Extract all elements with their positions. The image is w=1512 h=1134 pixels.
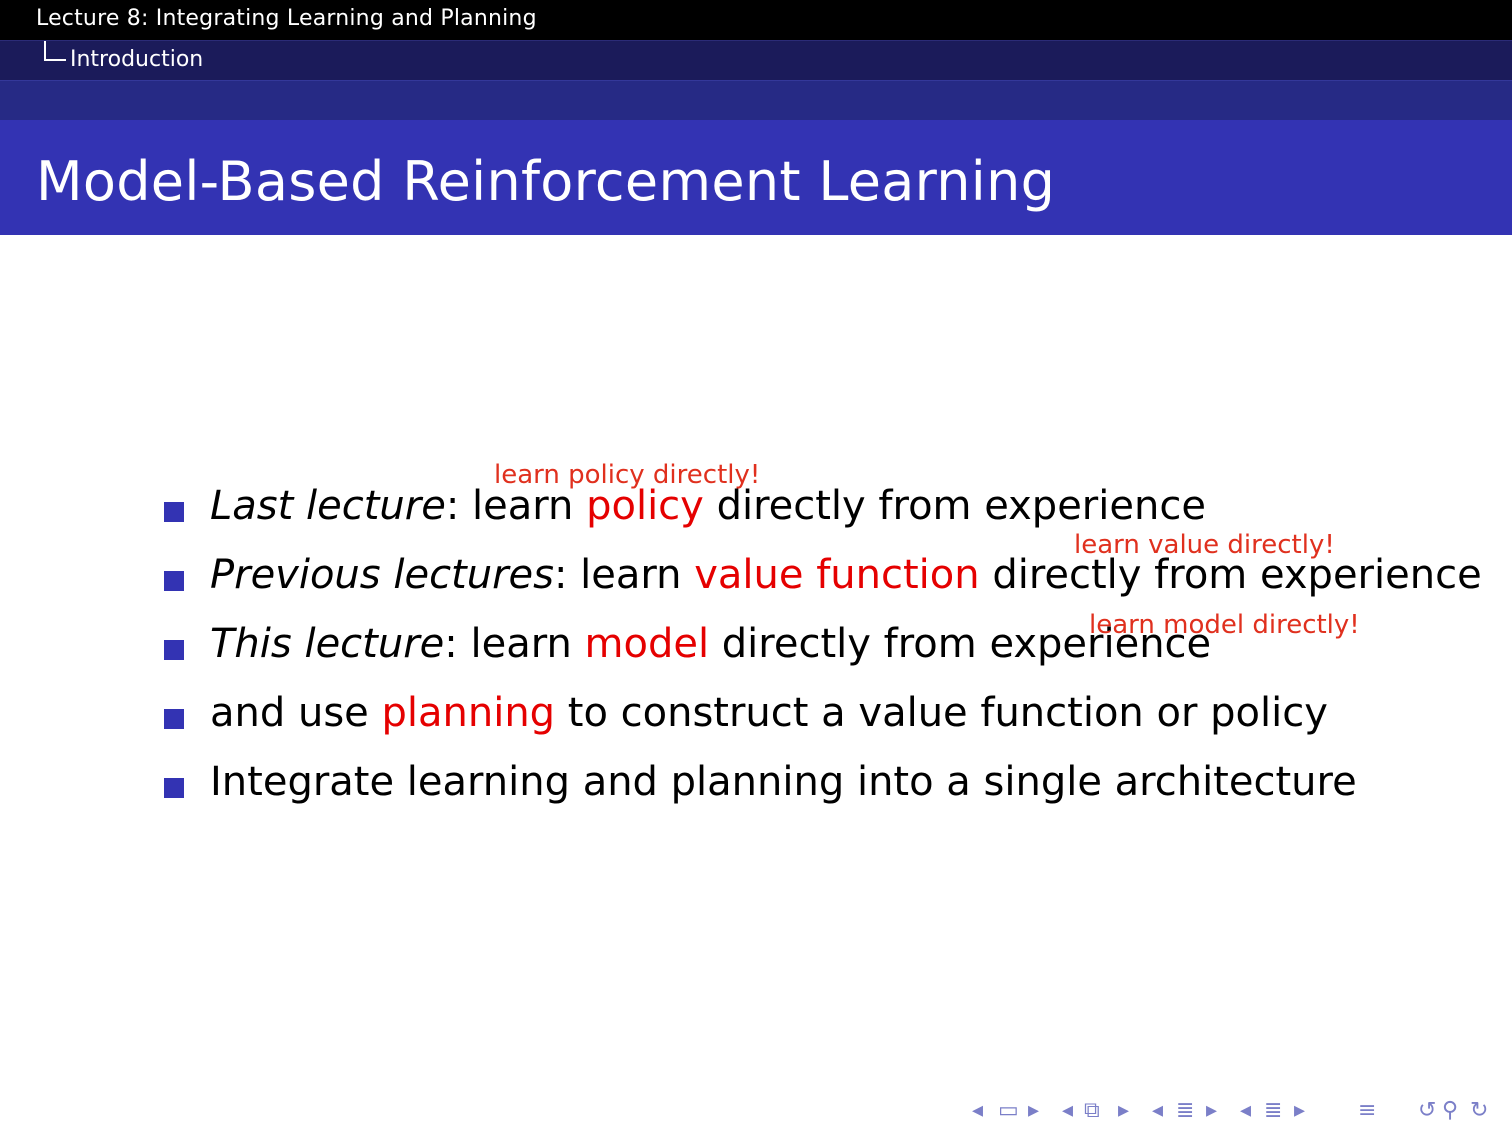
header-lecture-bar — [0, 0, 1512, 40]
slide-title-bar — [0, 120, 1512, 235]
section-icon[interactable]: ≣ — [1176, 1098, 1195, 1123]
bullet-text: Integrate learning and planning into a single architecture — [210, 759, 1357, 805]
bullet-post: directly from experience — [709, 621, 1212, 667]
highlight-word: policy — [586, 483, 704, 529]
bullet-post: to construct a value function or policy — [555, 690, 1328, 736]
align-icon[interactable]: ≡ — [1358, 1098, 1377, 1123]
section-next-icon[interactable]: ▸ — [1206, 1098, 1218, 1123]
bullet-square-icon — [164, 709, 184, 729]
annotation-model: learn model directly! — [1089, 610, 1360, 640]
section-title[interactable]: Introduction — [70, 47, 204, 72]
lecture-title[interactable]: Lecture 8: Integrating Learning and Planning — [36, 6, 537, 31]
bullet-post: directly from experience — [703, 483, 1206, 529]
bullet-sep: : — [553, 552, 568, 598]
bullet-lead: Previous lectures — [210, 552, 554, 598]
section-prev-icon[interactable]: ◂ — [1152, 1098, 1164, 1123]
subsection-icon[interactable]: ⧉ — [1084, 1098, 1100, 1123]
search-back-icon[interactable]: ↺ — [1418, 1098, 1437, 1123]
slide-prev-icon[interactable]: ◂ — [1240, 1098, 1252, 1123]
bullet-square-icon — [164, 640, 184, 660]
beamer-navigation-bar — [970, 1098, 1500, 1124]
header-subsection-bar — [0, 80, 1512, 121]
slide-icon[interactable]: ≣ — [1264, 1098, 1283, 1123]
bullet-square-icon — [164, 502, 184, 522]
search-forward-icon[interactable]: ↻ — [1470, 1098, 1489, 1123]
nav-next-icon[interactable]: ▸ — [1028, 1098, 1040, 1123]
subsection-next-icon[interactable]: ▸ — [1118, 1098, 1130, 1123]
bullet-pre: and use — [210, 690, 382, 736]
bullet-sep: : — [444, 621, 458, 667]
header-section-bar — [0, 40, 1512, 81]
annotation-value: learn value directly! — [1074, 530, 1335, 560]
bullet-lead: This lecture — [210, 621, 445, 667]
bullet-pre: learn — [457, 621, 585, 667]
bullet-pre: learn — [567, 552, 695, 598]
tree-corner-icon — [44, 41, 66, 61]
nav-prev-icon[interactable]: ◂ — [972, 1098, 984, 1123]
frame-icon[interactable]: ▭ — [998, 1098, 1019, 1123]
search-icon[interactable]: ⚲ — [1442, 1098, 1459, 1123]
slide-title: Model-Based Reinforcement Learning — [36, 150, 1056, 213]
highlight-word: model — [584, 621, 710, 667]
slide-next-icon[interactable]: ▸ — [1294, 1098, 1306, 1123]
bullet-pre: learn — [459, 483, 587, 529]
highlight-word: value function — [694, 552, 980, 598]
subsection-prev-icon[interactable]: ◂ — [1062, 1098, 1074, 1123]
bullet-text — [210, 690, 1328, 736]
bullet-lead: Last lecture — [210, 483, 446, 529]
highlight-word: planning — [381, 690, 556, 736]
bullet-sep: : — [445, 483, 460, 529]
bullet-square-icon — [164, 571, 184, 591]
bullet-text — [210, 621, 1211, 667]
bullet-post: directly from experience — [979, 552, 1482, 598]
bullet-square-icon — [164, 778, 184, 798]
annotation-policy: learn policy directly! — [494, 460, 761, 490]
